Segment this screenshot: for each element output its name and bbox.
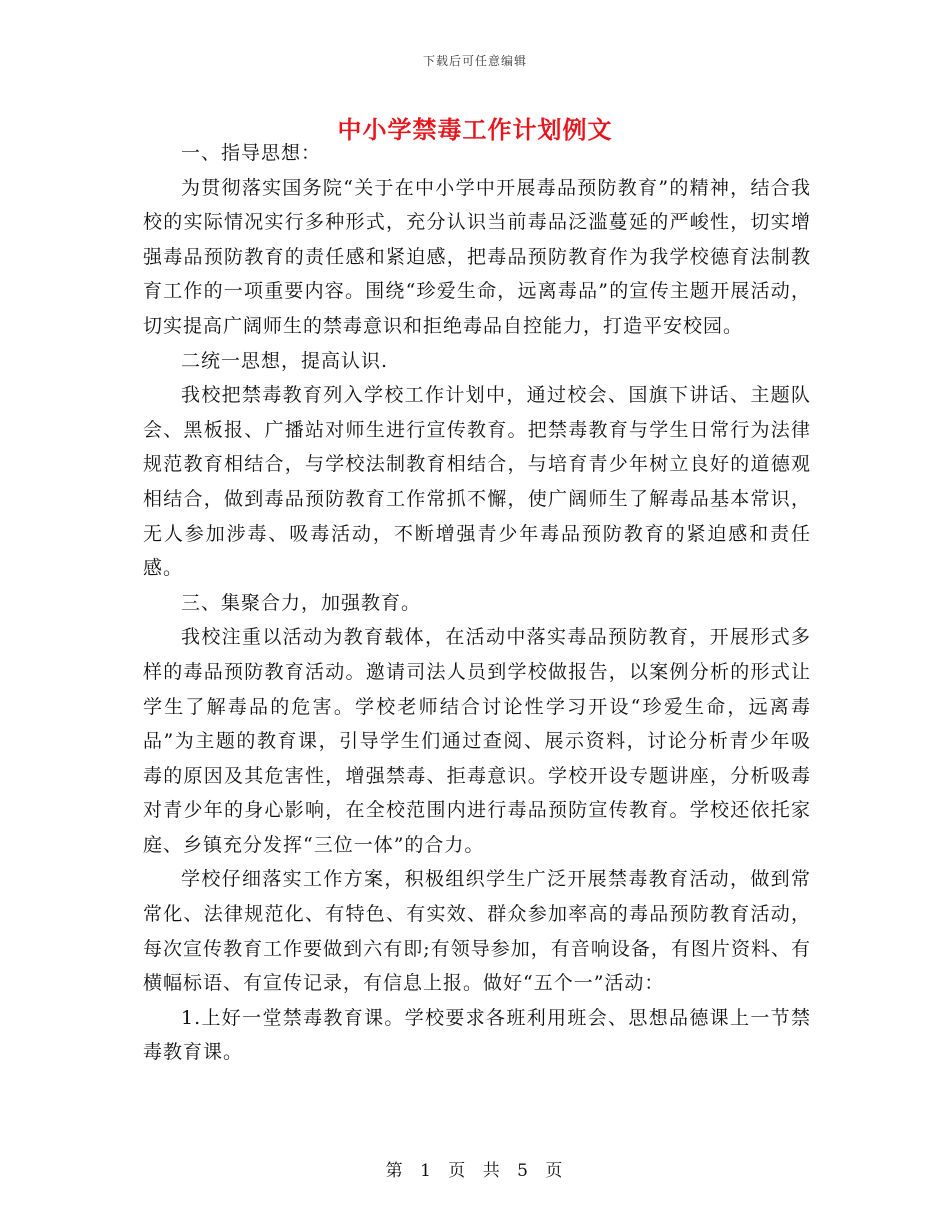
document-body (143, 136, 811, 1070)
paragraph-section-1-body: 为贯彻落实国务院“关于在中小学中开展毒品预防教育”的精神，结合我校的实际情况实行多种形式，充分认识当前毒品泛滥蔓延的严峻性，切实增强毒品预防教育的责任感和紧迫感，把毒品预防教育作为我学校德育法制教育工作的一项重要内容。围绕“珍爱生命，远离毒品”的宣传主题开展活动，切实提高广阔师生的禁毒意识和拒绝毒品自控能力，打造平安校园。 (143, 176, 811, 337)
footer-prefix: 第 (385, 1161, 405, 1181)
paragraph-section-3-heading: 三、集聚合力，加强教育。 (181, 591, 422, 614)
footer-page-word: 页 (448, 1161, 468, 1181)
footer-total-pages: 5 (517, 1161, 530, 1181)
paragraph-section-2-body: 我校把禁毒教育列入学校工作计划中，通过校会、国旗下讲话、主题队会、黑板报、广播站对师生进行宣传教育。把禁毒教育与学生日常行为法律规范教育相结合，与学校法制教育相结合，与培育青少年树立良好的道德观相结合，做到毒品预防教育工作常抓不懈，使广阔师生了解毒品基本常识，无人参加涉毒、吸毒活动，不断增强青少年毒品预防教育的紧迫感和责任感。 (143, 384, 811, 580)
page-footer (0, 1156, 950, 1181)
footer-total-word: 共 (482, 1161, 502, 1181)
header-note: 下载后可任意编辑 (422, 54, 527, 68)
paragraph-section-2-heading: 二统一思想，提高认识. (181, 349, 389, 372)
paragraph-section-3-body-2: 学校仔细落实工作方案，积极组织学生广泛开展禁毒教育活动，做到常常化、法律规范化、有特色、有实效、群众参加率高的毒品预防教育活动，每次宣传教育工作要做到六有即;有领导参加，有音响设备，有图片资料、有横幅标语、有宣传记录，有信息上报。做好“五个一”活动： (143, 868, 811, 995)
paragraph-section-1-heading: 一、指导思想： (181, 142, 322, 164)
footer-suffix: 页 (545, 1161, 565, 1181)
paragraph-section-3-body: 我校注重以活动为教育载体，在活动中落实毒品预防教育，开展形式多样的毒品预防教育活动。邀请司法人员到学校做报告，以案例分析的形式让学生了解毒品的危害。学校老师结合讨论性学习开设“珍爱生命，远离毒品”为主题的教育课，引导学生们通过查阅、展示资料，讨论分析青少年吸毒的原因及其危害性，增强禁毒、拒毒意识。学校开设专题讲座，分析吸毒对青少年的身心影响，在全校范围内进行毒品预防宣传教育。学校还依托家庭、乡镇充分发挥“三位一体”的合力。 (143, 626, 811, 856)
paragraph-item-1: 1.上好一堂禁毒教育课。学校要求各班利用班会、思想品德课上一节禁毒教育课。 (143, 1006, 811, 1064)
document-title: 中小学禁毒工作计划例文 (337, 115, 613, 144)
footer-current-page: 1 (420, 1161, 433, 1181)
